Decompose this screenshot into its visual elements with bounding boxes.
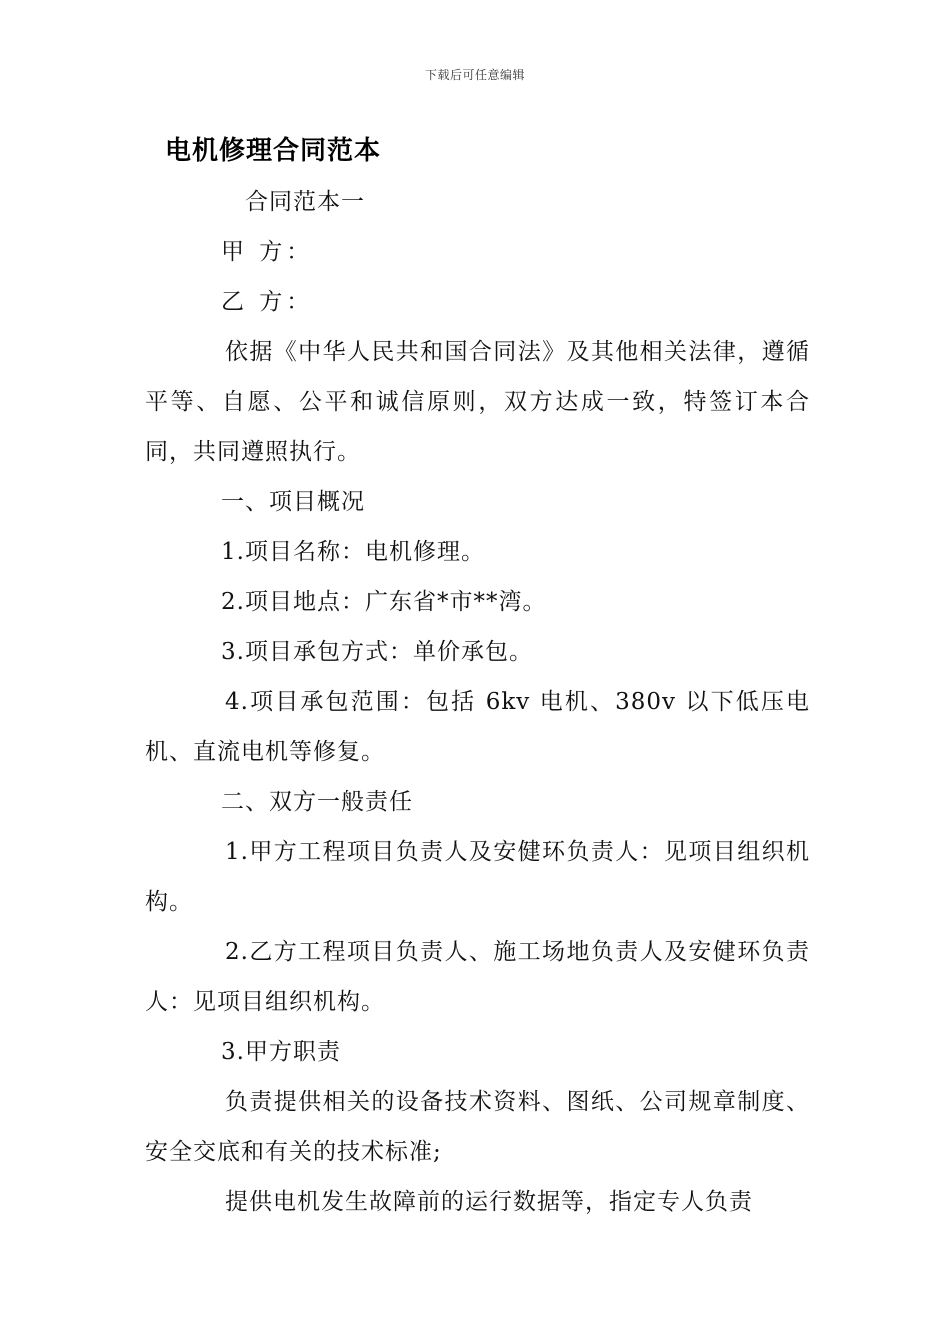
section-heading-responsibilities: 二、双方一般责任 [221,789,413,815]
document-title: 电机修理合同范本 [165,136,382,166]
section-heading-project-overview: 一、项目概况 [221,489,365,515]
preamble-paragraph: 依据《中华人民共和国合同法》及其他相关法律，遵循平等、自愿、公平和诚信原则，双方达成一致，特签订本合同，共同遵照执行。 [145,339,810,465]
party-b-label: 乙 方： [221,289,314,315]
project-contract-method-item: 3.项目承包方式：单价承包。 [221,639,533,665]
party-a-duties-heading: 3.甲方职责 [221,1039,341,1065]
contract-subtitle: 合同范本一 [245,189,365,215]
party-a-duty-documents: 负责提供相关的设备技术资料、图纸、公司规章制度、安全交底和有关的技术标准; [145,1089,810,1165]
header-note: 下载后可任意编辑 [424,68,525,82]
project-scope-item: 4.项目承包范围：包括 6kv 电机、380v 以下低压电机、直流电机等修复。 [145,689,810,765]
party-a-label: 甲 方： [221,239,314,265]
party-a-responsible-person-item: 1.甲方工程项目负责人及安健环负责人：见项目组织机构。 [145,839,810,915]
document-body [145,177,810,1227]
project-location-item: 2.项目地点：广东省*市**湾。 [221,589,547,615]
party-a-duty-operating-data: 提供电机发生故障前的运行数据等，指定专人负责 [225,1189,753,1215]
party-b-responsible-person-item: 2.乙方工程项目负责人、施工场地负责人及安健环负责人：见项目组织机构。 [145,939,810,1015]
project-name-item: 1.项目名称：电机修理。 [221,539,485,565]
